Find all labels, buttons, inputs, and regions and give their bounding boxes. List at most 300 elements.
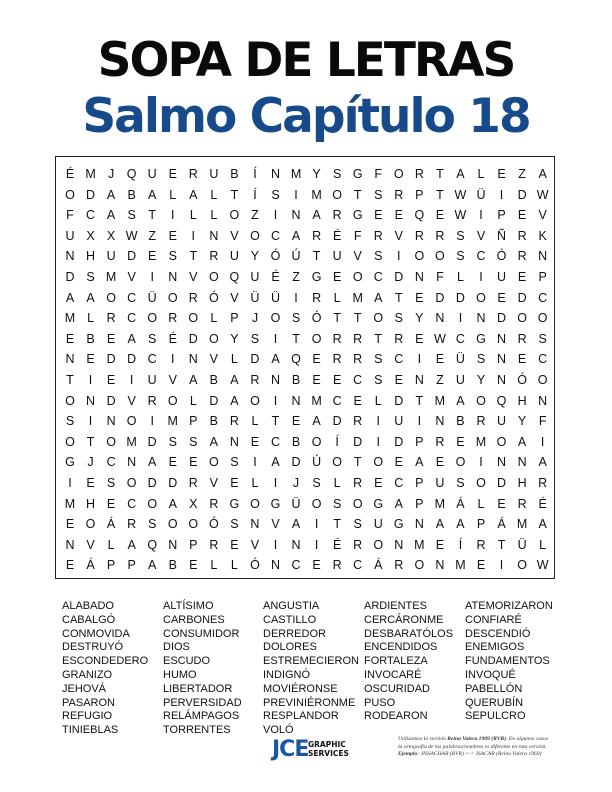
grid-letter: A <box>189 373 198 387</box>
word-list <box>62 600 582 740</box>
grid-letter: F <box>436 270 444 284</box>
grid-letter: E <box>189 455 198 470</box>
grid-row <box>56 266 554 288</box>
grid-letter: E <box>415 331 424 346</box>
grid-letter: I <box>479 208 483 223</box>
grid-letter: C <box>455 331 465 346</box>
grid-letter: T <box>333 517 341 532</box>
grid-letter: A <box>230 373 239 387</box>
grid-letter: D <box>435 290 445 305</box>
grid-letter: Ü <box>270 290 281 305</box>
grid-letter: O <box>126 414 137 429</box>
grid-letter: O <box>476 476 486 490</box>
grid-letter: Q <box>147 537 158 552</box>
grid-letter: I <box>314 537 319 552</box>
grid-letter: D <box>65 270 75 284</box>
grid-row <box>56 348 554 370</box>
grid-letter: D <box>291 455 301 470</box>
grid-letter: S <box>374 352 383 367</box>
grid-letter: Ü <box>147 290 157 305</box>
grid-letter: C <box>127 311 137 326</box>
grid-letter: R <box>353 537 363 552</box>
grid-row <box>56 554 554 576</box>
grid-letter: I <box>499 187 504 202</box>
grid-letter: O <box>65 187 75 202</box>
grid-letter: V <box>127 393 136 408</box>
grid-letter: A <box>456 517 465 532</box>
grid-letter: N <box>86 393 96 408</box>
grid-letter: Ü <box>291 496 301 511</box>
grid-letter: I <box>479 270 483 284</box>
grid-letter: X <box>189 496 198 511</box>
grid-letter: D <box>517 290 527 305</box>
grid-letter: N <box>517 455 527 470</box>
grid-letter: É <box>65 167 75 181</box>
grid-letter: A <box>517 434 527 449</box>
word-list-item: QUERUBÍN <box>465 696 524 709</box>
grid-letter: N <box>435 414 445 429</box>
grid-row <box>56 534 554 556</box>
grid-letter: L <box>210 208 218 223</box>
grid-letter: F <box>353 228 362 243</box>
grid-letter: V <box>209 476 219 490</box>
grid-letter: A <box>106 208 116 223</box>
grid-letter: N <box>127 455 137 470</box>
grid-row <box>56 245 554 267</box>
grid-letter: L <box>251 414 259 429</box>
grid-letter: O <box>496 434 507 449</box>
grid-letter: X <box>86 228 95 243</box>
grid-letter: H <box>517 476 527 490</box>
grid-letter: U <box>455 373 465 387</box>
grid-letter: U <box>147 373 157 387</box>
grid-letter: E <box>86 476 95 490</box>
grid-letter: T <box>436 187 444 202</box>
grid-letter: I <box>191 228 196 243</box>
grid-letter: Z <box>148 228 156 243</box>
grid-letter: M <box>434 496 446 511</box>
grid-letter: A <box>538 517 547 532</box>
grid-letter: U <box>65 228 75 243</box>
word-list-item: GRANIZO <box>62 669 113 681</box>
grid-letter: S <box>456 249 465 264</box>
grid-letter: V <box>250 537 260 552</box>
grid-letter: A <box>291 228 301 243</box>
grid-letter: L <box>107 537 115 552</box>
grid-letter: P <box>497 208 506 223</box>
grid-letter: C <box>373 270 383 284</box>
grid-letter: L <box>189 208 197 223</box>
grid-letter: E <box>65 517 75 532</box>
grid-letter: N <box>414 270 424 284</box>
grid-letter: O <box>352 496 363 511</box>
grid-letter: T <box>497 537 506 552</box>
grid-letter: N <box>435 558 445 573</box>
word-list-item: INVOQUÉ <box>465 669 516 681</box>
grid-letter: D <box>127 249 137 264</box>
grid-letter: E <box>65 331 75 346</box>
grid-letter: R <box>229 414 239 429</box>
word-list-item: DESTRUYÓ <box>62 641 124 654</box>
grid-letter: I <box>171 208 175 223</box>
grid-letter: B <box>456 414 465 429</box>
grid-letter: I <box>376 434 380 449</box>
grid-letter: O <box>65 393 75 408</box>
grid-letter: L <box>477 496 485 511</box>
grid-letter: R <box>332 331 342 346</box>
grid-letter: D <box>106 352 116 367</box>
grid-letter: O <box>188 517 199 532</box>
grid-letter: V <box>271 517 280 532</box>
grid-letter: P <box>106 558 116 573</box>
grid-row <box>56 513 554 535</box>
grid-letter: N <box>414 373 424 387</box>
grid-letter: L <box>210 187 218 202</box>
grid-letter: R <box>209 537 219 552</box>
grid-letter: E <box>168 228 177 243</box>
grid-letter: O <box>455 455 466 470</box>
grid-letter: N <box>168 270 178 284</box>
grid-letter: U <box>497 414 507 429</box>
grid-letter: V <box>209 352 219 367</box>
grid-letter: G <box>352 167 363 181</box>
grid-letter: L <box>333 476 341 490</box>
word-list-item: RESPLANDOR <box>263 710 339 723</box>
grid-letter: A <box>312 414 321 429</box>
grid-letter: A <box>86 290 95 305</box>
grid-letter: D <box>168 476 178 490</box>
grid-letter: B <box>291 434 301 449</box>
grid-letter: A <box>271 455 280 470</box>
grid-letter: D <box>209 393 219 408</box>
grid-letter: I <box>376 414 380 429</box>
grid-letter: N <box>291 393 301 408</box>
word-list-item: CASTILLO <box>263 613 317 626</box>
grid-letter: R <box>332 558 342 573</box>
grid-letter: O <box>85 517 96 532</box>
grid-letter: E <box>291 414 301 429</box>
grid-letter: P <box>230 311 239 326</box>
word-list-item: LIBERTADOR <box>163 682 233 695</box>
grid-letter: N <box>270 558 281 573</box>
word-list-item: DIOS <box>163 641 190 654</box>
grid-letter: O <box>373 311 384 326</box>
grid-letter: É <box>332 537 342 552</box>
grid-letter: E <box>86 352 95 367</box>
grid-letter: Ó <box>270 249 281 264</box>
grid-letter: A <box>415 455 424 470</box>
grid-letter: X <box>106 228 116 243</box>
grid-letter: E <box>435 455 445 470</box>
grid-letter: S <box>168 249 177 264</box>
grid-letter: D <box>86 187 96 202</box>
word-list-item: CARBONES <box>163 613 225 626</box>
grid-letter: E <box>312 558 321 573</box>
word-list-item: INDIGNÓ <box>263 669 311 681</box>
grid-row <box>56 390 554 412</box>
grid-letter: A <box>435 517 445 532</box>
grid-letter: M <box>414 537 425 552</box>
grid-letter: I <box>273 537 278 552</box>
word-list-item: ALTÍSIMO <box>163 600 214 612</box>
word-list-item: ENEMIGOS <box>465 641 525 654</box>
grid-letter: S <box>374 249 383 264</box>
grid-letter: Á <box>497 517 506 532</box>
grid-row <box>56 163 554 185</box>
grid-letter: U <box>373 517 383 532</box>
grid-letter: A <box>148 187 157 202</box>
grid-letter: R <box>209 496 219 511</box>
grid-letter: S <box>168 434 177 449</box>
grid-letter: B <box>291 373 301 387</box>
grid-letter: N <box>270 373 281 387</box>
grid-letter: R <box>353 476 363 490</box>
grid-letter: L <box>87 311 95 326</box>
grid-letter: O <box>352 270 363 284</box>
grid-letter: I <box>397 249 401 264</box>
word-list-item: FUNDAMENTOS <box>465 655 550 668</box>
grid-letter: O <box>65 434 75 449</box>
grid-letter: I <box>68 476 72 490</box>
grid-letter: O <box>208 455 219 470</box>
grid-letter: Ó <box>208 290 219 305</box>
grid-letter: C <box>476 249 486 264</box>
grid-letter: N <box>65 249 75 264</box>
grid-letter: R <box>394 331 404 346</box>
grid-letter: G <box>393 517 404 532</box>
word-list-item: SEPULCRO <box>465 710 526 723</box>
word-list-item: DOLORES <box>263 641 317 654</box>
grid-letter: E <box>230 537 239 552</box>
grid-letter: C <box>270 228 281 243</box>
grid-letter: F <box>538 414 547 429</box>
grid-letter: U <box>332 249 342 264</box>
grid-letter: O <box>332 187 342 202</box>
grid-letter: R <box>353 352 363 367</box>
grid-letter: E <box>374 476 383 490</box>
grid-letter: P <box>415 434 424 449</box>
grid-letter: J <box>87 455 94 470</box>
grid-letter: Á <box>456 496 465 511</box>
grid-letter: U <box>497 270 507 284</box>
grid-letter: R <box>312 228 322 243</box>
grid-letter: I <box>479 455 483 470</box>
grid-letter: A <box>271 352 280 367</box>
grid-letter: O <box>517 311 527 326</box>
grid-letter: Í <box>335 434 339 449</box>
word-list-item: JEHOVÁ <box>62 682 107 695</box>
word-list-item: ANGUSTIA <box>263 600 320 612</box>
grid-letter: V <box>189 270 198 284</box>
word-list-item: CERCÁRONME <box>364 613 444 626</box>
grid-letter: V <box>538 208 547 223</box>
grid-letter: T <box>353 311 362 326</box>
grid-letter: Y <box>250 249 260 264</box>
grid-letter: B <box>209 373 219 387</box>
word-list-item: REFUGIO <box>62 710 113 723</box>
grid-letter: A <box>65 290 75 305</box>
grid-letter: D <box>147 434 157 449</box>
grid-letter: N <box>497 373 507 387</box>
grid-letter: T <box>374 331 383 346</box>
grid-letter: A <box>456 167 465 181</box>
grid-letter: R <box>414 167 424 181</box>
grid-letter: I <box>88 414 93 429</box>
grid-letter: A <box>189 187 198 202</box>
version-note: Utilizamos la versión Reina Valera 1909 (RVR). En algunos casos la ortografía de las palabras/nombres es diferente en esta versión. Ejemplo: JISSACHAR (RVR) <-> ISACAR (Reina Valera 1960) <box>398 736 549 758</box>
grid-letter: E <box>374 208 383 223</box>
grid-letter: V <box>476 228 486 243</box>
grid-letter: E <box>312 373 321 387</box>
grid-letter: D <box>147 476 157 490</box>
grid-letter: Í <box>253 167 257 181</box>
grid-letter: O <box>147 496 158 511</box>
grid-row <box>56 328 554 350</box>
grid-letter: L <box>477 167 485 181</box>
grid-letter: E <box>168 455 177 470</box>
grid-letter: P <box>538 270 547 284</box>
grid-letter: C <box>332 393 342 408</box>
grid-letter: I <box>273 331 278 346</box>
grid-letter: Ü <box>455 352 465 367</box>
grid-letter: O <box>414 249 425 264</box>
grid-letter: F <box>66 208 74 223</box>
grid-letter: O <box>537 311 548 326</box>
grid-letter: H <box>517 393 527 408</box>
grid-letter: M <box>290 167 302 181</box>
grid-letter: C <box>394 352 404 367</box>
word-list-item: ESTREMECIERON <box>263 655 359 668</box>
grid-letter: E <box>476 558 486 573</box>
grid-letter: O <box>537 373 548 387</box>
grid-letter: N <box>394 537 404 552</box>
word-list-item: OSCURIDAD <box>364 682 431 695</box>
grid-letter: V <box>394 228 403 243</box>
word-list-item: CONMOVIDA <box>62 627 130 640</box>
grid-letter: M <box>64 496 76 511</box>
grid-letter: R <box>168 311 178 326</box>
grid-letter: S <box>538 331 547 346</box>
grid-letter: E <box>456 434 465 449</box>
grid-letter: Í <box>253 187 257 202</box>
grid-letter: S <box>230 455 239 470</box>
grid-letter: N <box>168 537 178 552</box>
grid-letter: O <box>250 496 260 511</box>
grid-letter: O <box>188 311 199 326</box>
grid-letter: Ú <box>291 249 301 264</box>
grid-letter: L <box>230 558 238 573</box>
grid-letter: O <box>208 270 219 284</box>
grid-letter: T <box>271 414 280 429</box>
grid-letter: T <box>353 455 362 470</box>
grid-letter: Ó <box>208 517 219 532</box>
grid-letter: R <box>188 476 198 490</box>
word-list-item: PASARON <box>62 696 115 709</box>
grid-letter: L <box>333 290 341 305</box>
grid-letter: S <box>353 517 362 532</box>
grid-letter: Á <box>374 558 383 573</box>
grid-letter: R <box>332 352 342 367</box>
page-subtitle: Salmo Capítulo 18 <box>82 89 530 144</box>
grid-letter: S <box>291 311 301 326</box>
grid-letter: E <box>435 352 445 367</box>
grid-letter: C <box>147 352 157 367</box>
grid-letter: O <box>414 558 425 573</box>
grid-letter: N <box>106 414 116 429</box>
grid-row <box>56 493 554 515</box>
grid-letter: T <box>312 249 321 264</box>
grid-letter: S <box>230 517 239 532</box>
grid-letter: T <box>189 249 198 264</box>
grid-letter: S <box>456 476 465 490</box>
grid-letter: G <box>476 331 486 346</box>
word-list-item: ENCENDIDOS <box>364 641 438 654</box>
grid-letter: E <box>230 476 239 490</box>
word-list-item: VOLÓ <box>263 724 294 737</box>
grid-letter: Q <box>229 270 240 284</box>
grid-letter: C <box>127 496 137 511</box>
grid-letter: W <box>536 558 549 573</box>
grid-letter: N <box>188 352 198 367</box>
grid-letter: Q <box>126 167 137 181</box>
grid-letter: L <box>251 476 259 490</box>
word-list-item: CABALGÓ <box>62 613 116 626</box>
grid-letter: R <box>312 290 322 305</box>
word-list-item: CONFIARÉ <box>465 613 522 626</box>
page-title: SOPA DE LETRAS <box>97 33 515 88</box>
grid-letter: M <box>455 558 466 573</box>
grid-letter: E <box>312 352 321 367</box>
grid-row <box>56 184 554 206</box>
grid-letter: I <box>294 187 298 202</box>
grid-letter: P <box>127 558 136 573</box>
grid-letter: O <box>167 290 178 305</box>
grid-letter: Ü <box>250 290 260 305</box>
grid-row <box>56 307 554 329</box>
grid-letter: R <box>476 414 486 429</box>
grid-letter: M <box>352 290 363 305</box>
grid-letter: N <box>291 208 301 223</box>
grid-letter: R <box>147 393 157 408</box>
grid-letter: I <box>458 311 463 326</box>
grid-letter: U <box>147 167 157 181</box>
grid-letter: E <box>517 352 527 367</box>
grid-letter: Y <box>476 373 486 387</box>
grid-letter: S <box>332 496 342 511</box>
grid-letter: O <box>435 249 445 264</box>
grid-letter: Q <box>414 208 425 223</box>
grid-letter: O <box>517 558 527 573</box>
grid-letter: V <box>230 290 239 305</box>
grid-letter: B <box>127 187 136 202</box>
grid-letter: Ñ <box>497 228 507 243</box>
grid-letter: C <box>270 434 281 449</box>
grid-letter: R <box>353 414 363 429</box>
grid-letter: N <box>435 311 445 326</box>
grid-letter: A <box>374 290 383 305</box>
grid-letter: I <box>273 393 278 408</box>
grid-letter: A <box>456 393 465 408</box>
grid-letter: Y <box>312 167 321 181</box>
grid-row <box>56 369 554 391</box>
grid-letter: A <box>106 187 116 202</box>
word-list-item: FORTALEZA <box>364 655 428 668</box>
grid-letter: T <box>230 187 239 202</box>
grid-letter: D <box>394 434 404 449</box>
grid-letter: O <box>311 434 322 449</box>
grid-letter: N <box>497 352 507 367</box>
grid-letter: W <box>454 208 467 223</box>
